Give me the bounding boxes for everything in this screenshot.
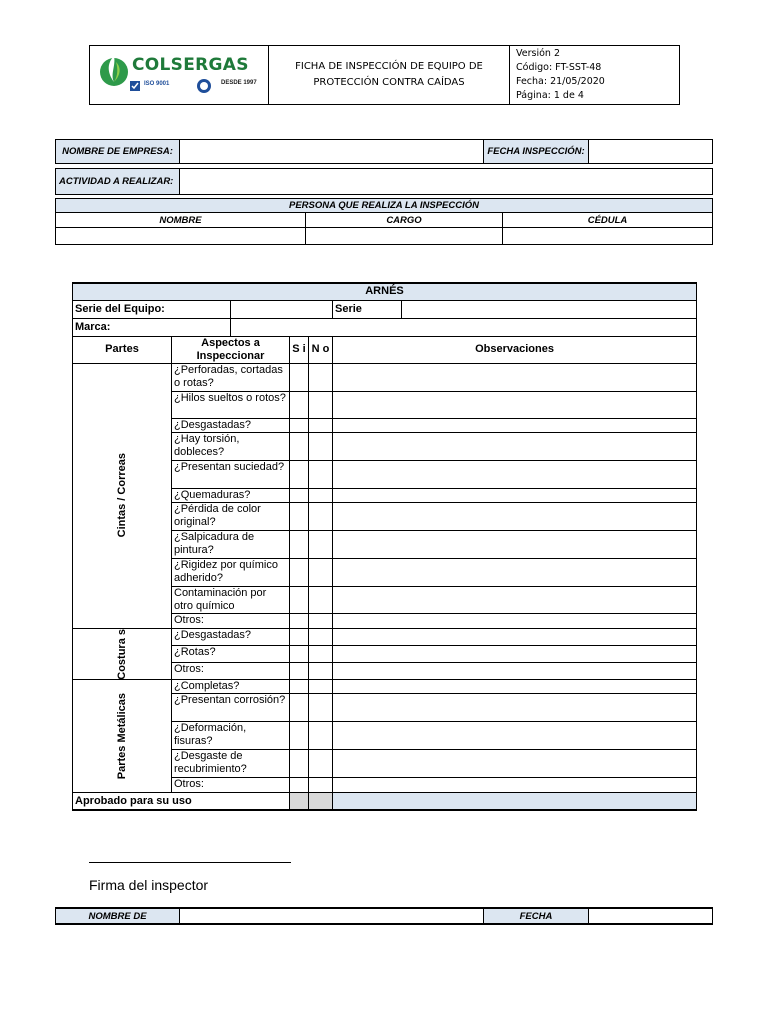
version: Versión 2: [516, 48, 560, 59]
inspector-section-header: PERSONA QUE REALIZA LA INSPECCIÓN: [56, 199, 713, 213]
check-badge-icon: [130, 81, 140, 91]
col-cargo: CARGO: [306, 213, 503, 228]
check-no-cell[interactable]: [309, 363, 333, 391]
observation-cell[interactable]: [333, 488, 697, 502]
check-si-cell[interactable]: [290, 432, 309, 460]
since-label: DESDE 1997: [221, 80, 257, 86]
check-si-cell[interactable]: [290, 722, 309, 750]
date: Fecha: 21/05/2020: [516, 76, 605, 87]
check-no-cell[interactable]: [309, 558, 333, 586]
company-name: COLSERGAS: [132, 55, 249, 75]
col-cedula: CÉDULA: [503, 213, 713, 228]
check-no-cell[interactable]: [309, 613, 333, 628]
observation-cell[interactable]: [333, 460, 697, 488]
aspect-label: ¿Quemaduras?: [172, 488, 290, 502]
approved-no-cell[interactable]: [309, 793, 333, 810]
approved-label: Aprobado para su uso: [73, 793, 290, 810]
code: Código: FT-SST-48: [516, 62, 602, 73]
check-si-cell[interactable]: [290, 502, 309, 530]
inspection-date-field[interactable]: [589, 140, 713, 164]
observation-cell[interactable]: [333, 694, 697, 722]
observation-cell[interactable]: [333, 530, 697, 558]
marca-field[interactable]: [231, 318, 697, 336]
logo-cell: [90, 46, 269, 105]
col-si: S i: [290, 336, 309, 363]
col-partes: Partes: [73, 336, 172, 363]
footer-date-field[interactable]: [589, 908, 713, 924]
check-no-cell[interactable]: [309, 694, 333, 722]
aspect-label: ¿Perforadas, cortadas o rotas?: [172, 363, 290, 391]
col-aspectos: Aspectos a Inspeccionar: [172, 336, 290, 363]
check-si-cell[interactable]: [290, 663, 309, 680]
check-no-cell[interactable]: [309, 646, 333, 663]
document-title: FICHA DE INSPECCIÓN DE EQUIPO DE PROTECCIÓN CONTRA CAÍDAS: [269, 46, 510, 105]
serie-field[interactable]: [402, 300, 697, 318]
col-observaciones: Observaciones: [333, 336, 697, 363]
document-header: [89, 45, 680, 105]
check-no-cell[interactable]: [309, 460, 333, 488]
observation-cell[interactable]: [333, 750, 697, 778]
check-no-cell[interactable]: [309, 778, 333, 793]
aspect-label: ¿Presentan suciedad?: [172, 460, 290, 488]
check-si-cell[interactable]: [290, 694, 309, 722]
check-no-cell[interactable]: [309, 418, 333, 432]
footer-name-label: NOMBRE DE: [56, 908, 180, 924]
col-no: N o: [309, 336, 333, 363]
check-no-cell[interactable]: [309, 680, 333, 694]
check-si-cell[interactable]: [290, 488, 309, 502]
iso-seal-icon: [196, 78, 212, 94]
check-si-cell[interactable]: [290, 460, 309, 488]
signature-line: [89, 862, 291, 863]
group-label-cell: [73, 680, 172, 793]
aspect-label: Otros:: [172, 778, 290, 793]
observation-cell[interactable]: [333, 613, 697, 628]
footer-name-field[interactable]: [180, 908, 484, 924]
group-label: Partes Metálicas: [115, 693, 128, 780]
inspector-cedula-field[interactable]: [503, 228, 713, 245]
check-no-cell[interactable]: [309, 432, 333, 460]
inspector-cargo-field[interactable]: [306, 228, 503, 245]
check-no-cell[interactable]: [309, 750, 333, 778]
check-si-cell[interactable]: [290, 530, 309, 558]
check-si-cell[interactable]: [290, 558, 309, 586]
check-si-cell[interactable]: [290, 418, 309, 432]
company-table: [55, 139, 713, 164]
check-si-cell[interactable]: [290, 680, 309, 694]
aspect-label: ¿Salpicadura de pintura?: [172, 530, 290, 558]
footer-company-table: [55, 907, 713, 925]
observation-cell[interactable]: [333, 663, 697, 680]
company-name-label: NOMBRE DE EMPRESA:: [56, 140, 180, 164]
aspect-label: ¿Rigidez por químico adherido?: [172, 558, 290, 586]
check-no-cell[interactable]: [309, 391, 333, 418]
group-label-cell: [73, 363, 172, 628]
observation-cell[interactable]: [333, 646, 697, 663]
inspector-table: [55, 198, 713, 245]
check-no-cell[interactable]: [309, 488, 333, 502]
aspect-label: ¿Hilos sueltos o rotos?: [172, 391, 290, 418]
inspection-date-label: FECHA INSPECCIÓN:: [484, 140, 589, 164]
table-row: [73, 680, 697, 694]
aspect-label: ¿Rotas?: [172, 646, 290, 663]
group-label: Cintas / Correas: [115, 453, 128, 538]
harness-rows: [73, 363, 697, 793]
observation-cell[interactable]: [333, 363, 697, 391]
signature-label: Firma del inspector: [89, 877, 209, 893]
aspect-label: ¿Desgastadas?: [172, 628, 290, 646]
serie-label: Serie: [333, 300, 402, 318]
aspect-label: ¿Desgastadas?: [172, 418, 290, 432]
activity-field[interactable]: [180, 169, 713, 195]
observation-cell[interactable]: [333, 558, 697, 586]
table-row: [73, 363, 697, 391]
check-si-cell[interactable]: [290, 613, 309, 628]
activity-label: ACTIVIDAD A REALIZAR:: [56, 169, 180, 195]
observation-cell[interactable]: [333, 680, 697, 694]
approved-si-cell[interactable]: [290, 793, 309, 810]
observation-cell[interactable]: [333, 418, 697, 432]
check-si-cell[interactable]: [290, 586, 309, 613]
check-no-cell[interactable]: [309, 722, 333, 750]
serie-equipo-label: Serie del Equipo:: [73, 300, 231, 318]
aspect-label: ¿Hay torsión, dobleces?: [172, 432, 290, 460]
observation-cell[interactable]: [333, 502, 697, 530]
serie-equipo-field[interactable]: [231, 300, 333, 318]
col-name: NOMBRE: [56, 213, 306, 228]
marca-label: Marca:: [73, 318, 231, 336]
check-si-cell[interactable]: [290, 363, 309, 391]
check-si-cell[interactable]: [290, 750, 309, 778]
inspector-name-field[interactable]: [56, 228, 306, 245]
observation-cell[interactable]: [333, 586, 697, 613]
group-label-cell: [73, 628, 172, 680]
aspect-label: ¿Desgaste de recubrimiento?: [172, 750, 290, 778]
aspect-label: Contaminación por otro químico: [172, 586, 290, 613]
leaf-flame-icon: [98, 52, 130, 88]
page-number: Página: 1 de 4: [516, 90, 584, 101]
check-no-cell[interactable]: [309, 663, 333, 680]
iso-label: ISO 9001: [144, 81, 170, 87]
group-label: Costura s: [115, 628, 128, 680]
observation-cell[interactable]: [333, 628, 697, 646]
company-name-field[interactable]: [180, 140, 484, 164]
observation-cell[interactable]: [333, 778, 697, 793]
observation-cell[interactable]: [333, 391, 697, 418]
check-no-cell[interactable]: [309, 628, 333, 646]
check-si-cell[interactable]: [290, 628, 309, 646]
harness-title: ARNÉS: [73, 283, 697, 300]
approved-obs-cell[interactable]: [333, 793, 697, 810]
aspect-label: Otros:: [172, 663, 290, 680]
aspect-label: ¿Deformación, fisuras?: [172, 722, 290, 750]
check-si-cell[interactable]: [290, 778, 309, 793]
activity-table: [55, 168, 713, 195]
observation-cell[interactable]: [333, 722, 697, 750]
check-si-cell[interactable]: [290, 646, 309, 663]
footer-date-label: FECHA: [484, 908, 589, 924]
observation-cell[interactable]: [333, 432, 697, 460]
company-logo: [90, 46, 268, 104]
aspect-label: Otros:: [172, 613, 290, 628]
aspect-label: ¿Pérdida de color original?: [172, 502, 290, 530]
check-si-cell[interactable]: [290, 391, 309, 418]
aspect-label: ¿Presentan corrosión?: [172, 694, 290, 722]
harness-table: [72, 282, 697, 811]
document-meta: [510, 46, 680, 105]
check-no-cell[interactable]: [309, 586, 333, 613]
check-no-cell[interactable]: [309, 502, 333, 530]
table-row: [73, 628, 697, 646]
aspect-label: ¿Completas?: [172, 680, 290, 694]
check-no-cell[interactable]: [309, 530, 333, 558]
